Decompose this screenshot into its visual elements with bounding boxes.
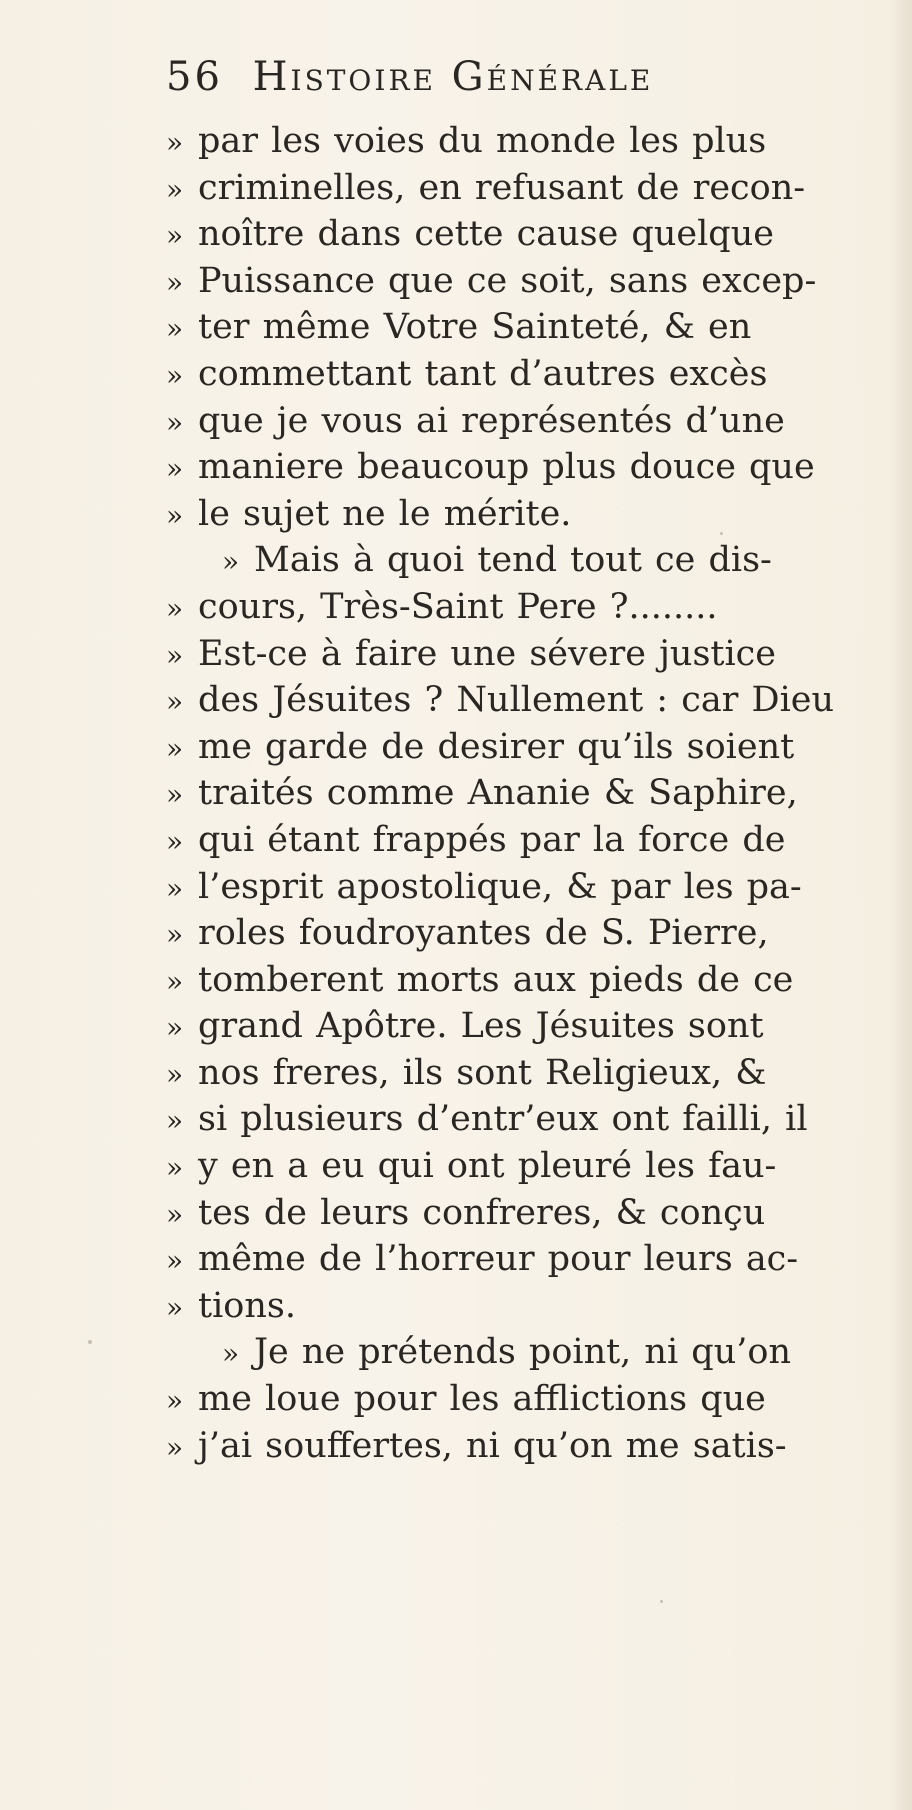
line-text: noître dans cette cause quelque (198, 214, 774, 255)
running-title: Histoire Générale (252, 54, 654, 100)
page-number: 56 (166, 54, 223, 100)
quote-mark: » (222, 1337, 240, 1371)
quote-mark: » (166, 1151, 184, 1185)
line-text: me garde de desirer qu’ils soient (198, 726, 795, 767)
text-line (166, 1236, 878, 1283)
line-text: grand Apôtre. Les Jésuites sont (198, 1006, 764, 1047)
quote-mark: » (166, 1104, 184, 1138)
quote-mark: » (166, 1384, 184, 1418)
line-text: tes de leurs confreres, & conçu (198, 1192, 766, 1233)
text-line (166, 165, 878, 212)
text-line (166, 211, 878, 258)
line-text: Est-ce à faire une sévere justice (198, 633, 776, 674)
text-line (166, 1003, 878, 1050)
text-line (166, 351, 878, 398)
quote-mark: » (166, 1197, 184, 1231)
line-text: des Jésuites ? Nullement : car Dieu (198, 680, 835, 721)
line-text: ter même Votre Sainteté, & en (198, 307, 752, 348)
quote-mark: » (166, 871, 184, 905)
text-line (166, 258, 878, 305)
quote-mark: » (166, 219, 184, 253)
quote-mark: » (166, 731, 184, 765)
line-text: roles foudroyantes de S. Pierre, (198, 913, 769, 954)
quote-mark: » (166, 1011, 184, 1045)
line-text: me loue pour les afflictions que (198, 1379, 766, 1420)
text-line (166, 631, 878, 678)
text-line (166, 957, 878, 1004)
line-text: Mais à quoi tend tout ce dis- (254, 540, 772, 581)
line-text: Puissance que ce soit, sans excep- (198, 260, 817, 301)
text-line (166, 1050, 878, 1097)
line-text: maniere beaucoup plus douce que (198, 447, 815, 488)
text-line (166, 584, 878, 631)
paper-speck (88, 1340, 92, 1344)
line-text: qui étant frappés par la force de (198, 819, 786, 860)
paper-speck (720, 532, 723, 535)
quote-mark: » (166, 1244, 184, 1278)
line-text: même de l’horreur pour leurs ac- (198, 1239, 799, 1280)
text-line (166, 910, 878, 957)
text-line (166, 304, 878, 351)
line-text: commettant tant d’autres excès (198, 353, 768, 394)
text-line (166, 1423, 878, 1470)
quote-mark: » (166, 685, 184, 719)
line-text: nos freres, ils sont Religieux, & (198, 1052, 767, 1093)
line-text: tomberent morts aux pieds de ce (198, 959, 794, 1000)
quote-mark: » (166, 778, 184, 812)
quote-mark: » (222, 545, 240, 579)
line-text: criminelles, en refusant de recon- (198, 167, 806, 208)
text-line (166, 677, 878, 724)
body-text (166, 118, 878, 1469)
line-text: le sujet ne le mérite. (198, 493, 572, 534)
quote-mark: » (166, 591, 184, 625)
text-line (166, 1283, 878, 1330)
quote-mark: » (166, 498, 184, 532)
line-text: l’esprit apostolique, & par les pa- (198, 866, 802, 907)
text-line (166, 1190, 878, 1237)
paragraph-first-line (166, 1329, 878, 1376)
running-header (166, 54, 806, 114)
text-line (166, 1096, 878, 1143)
line-text: Je ne prétends point, ni qu’on (254, 1332, 791, 1373)
quote-mark: » (166, 358, 184, 392)
quote-mark: » (166, 1057, 184, 1091)
quote-mark: » (166, 1290, 184, 1324)
line-text: cours, Très-Saint Pere ?........ (198, 586, 718, 627)
text-line (166, 724, 878, 771)
line-text: j’ai souffertes, ni qu’on me satis- (198, 1425, 787, 1466)
line-text: que je vous ai représentés d’une (198, 400, 785, 441)
quote-mark: » (166, 452, 184, 486)
quote-mark: » (166, 824, 184, 858)
line-text: si plusieurs d’entr’eux ont failli, il (198, 1099, 808, 1140)
page-gutter-shadow (890, 0, 912, 1810)
quote-mark: » (166, 265, 184, 299)
text-line (166, 1143, 878, 1190)
text-line (166, 864, 878, 911)
text-line (166, 817, 878, 864)
quote-mark: » (166, 964, 184, 998)
paper-speck (660, 1600, 663, 1603)
quote-mark: » (166, 126, 184, 159)
quote-mark: » (166, 638, 184, 672)
quote-mark: » (166, 1430, 184, 1464)
text-line (166, 491, 878, 538)
text-line (166, 770, 878, 817)
quote-mark: » (166, 312, 184, 346)
line-text: y en a eu qui ont pleuré les fau- (198, 1146, 777, 1187)
text-line (166, 444, 878, 491)
quote-mark: » (166, 405, 184, 439)
text-line (166, 1376, 878, 1423)
line-text: par les voies du monde les plus (198, 121, 767, 161)
text-line (166, 398, 878, 445)
text-line (166, 118, 878, 165)
quote-mark: » (166, 172, 184, 206)
line-text: tions. (198, 1285, 296, 1326)
paragraph-first-line (166, 537, 878, 584)
quote-mark: » (166, 918, 184, 952)
line-text: traités comme Ananie & Saphire, (198, 773, 798, 814)
